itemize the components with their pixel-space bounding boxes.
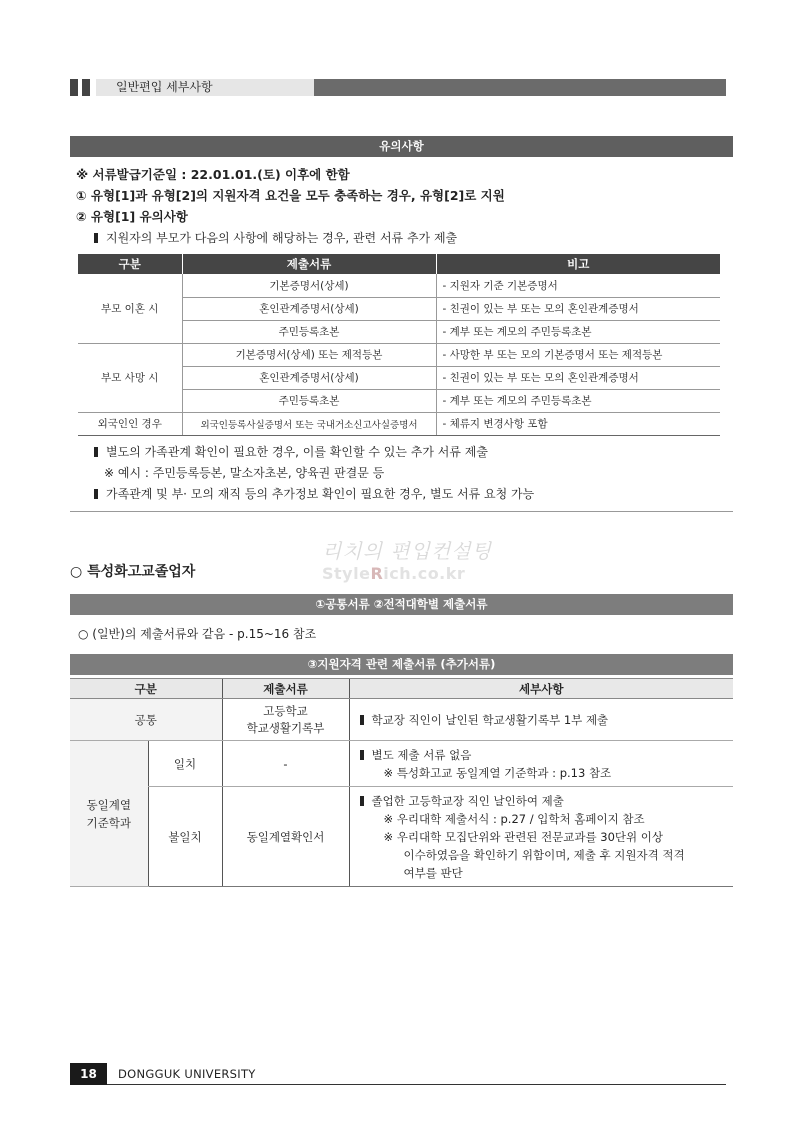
header-label: 일반편입 세부사항 xyxy=(96,79,314,96)
bullet-icon xyxy=(360,796,364,806)
doc-cell: 동일계열확인서 xyxy=(222,787,349,887)
desc-line xyxy=(360,746,734,764)
bullet-icon xyxy=(360,750,364,760)
desc-line xyxy=(360,792,734,810)
doc-cell: 혼인관계증명서(상세) xyxy=(182,366,436,389)
category-text: 기준학과 xyxy=(86,815,131,830)
note-cell: - 계부 또는 계모의 주민등록초본 xyxy=(436,389,720,412)
notice-line-3: ② 유형[1] 유의사항 xyxy=(76,209,188,224)
table-row xyxy=(70,787,733,887)
note-cell: - 계부 또는 계모의 주민등록초본 xyxy=(436,320,720,343)
notice-line-1: ※ 서류발급기준일 : 22.01.01.(토) 이후에 한함 xyxy=(76,167,350,182)
col-header: 세부사항 xyxy=(349,679,733,699)
note-cell: - 체류지 변경사항 포함 xyxy=(436,412,720,435)
doc-text: 학교생활기록부 xyxy=(246,720,325,735)
after-line-1 xyxy=(94,443,488,461)
doc-cell: - xyxy=(222,741,349,787)
after-line-3-text: 가족관계 및 부· 모의 재직 등의 추가정보 확인이 필요한 경우, 별도 서류 요청 가능 xyxy=(106,487,535,501)
desc-line: ※ 특성화고교 동일계열 기준학과 : p.13 참조 xyxy=(383,765,612,780)
page-footer xyxy=(70,1063,726,1085)
col-header: 비고 xyxy=(436,254,720,274)
col-header: 구분 xyxy=(70,679,222,699)
desc-cell xyxy=(349,741,733,787)
desc-text: 졸업한 고등학교장 직인 날인하여 제출 xyxy=(371,793,564,808)
notice-line-2: ① 유형[1]과 유형[2]의 지원자격 요건을 모두 충족하는 경우, 유형[2]로 지원 xyxy=(76,188,505,203)
desc-line: 이수하였음을 확인하기 위함이며, 제출 후 지원자격 적격 xyxy=(403,847,685,862)
category-cell xyxy=(70,741,148,887)
doc-cell: 기본증명서(상세) xyxy=(182,274,436,297)
doc-cell xyxy=(222,699,349,741)
watermark-url xyxy=(322,564,465,583)
section-ref: ○ (일반)의 제출서류와 같음 - p.15~16 참조 xyxy=(78,627,317,641)
desc-line: 여부를 판단 xyxy=(403,865,463,880)
doc-cell: 혼인관계증명서(상세) xyxy=(182,297,436,320)
notice-line-4-text: 지원자의 부모가 다음의 사항에 해당하는 경우, 관련 서류 추가 제출 xyxy=(106,231,458,245)
col-header: 제출서류 xyxy=(222,679,349,699)
desc-line: ※ 우리대학 제출서식 : p.27 / 입학처 홈페이지 참조 xyxy=(383,811,645,826)
watermark-url-part: ich.co.kr xyxy=(383,564,466,583)
university-name: DONGGUK UNIVERSITY xyxy=(118,1067,256,1081)
note-cell: - 사망한 부 또는 모의 기본증명서 또는 제적등본 xyxy=(436,343,720,366)
note-cell: - 지원자 기준 기본증명서 xyxy=(436,274,720,297)
note-cell: - 친권이 있는 부 또는 모의 혼인관계증명서 xyxy=(436,297,720,320)
bullet-icon xyxy=(94,489,98,499)
header-block-mark xyxy=(82,79,90,96)
extra-docs-table xyxy=(70,678,733,887)
watermark-text: 리치의 편입컨설팅 xyxy=(322,539,492,563)
watermark-url-part: Style xyxy=(322,564,371,583)
col-header: 구분 xyxy=(78,254,182,274)
section-title: ○ 특성화고교졸업자 xyxy=(70,564,196,580)
page-number: 18 xyxy=(70,1063,107,1085)
doc-cell: 외국인등록사실증명서 또는 국내거소신고사실증명서 xyxy=(182,412,436,435)
table-row xyxy=(78,412,720,435)
desc-text: 별도 제출 서류 없음 xyxy=(371,747,472,762)
watermark-url-part: R xyxy=(370,564,384,583)
table-row xyxy=(78,274,720,297)
bullet-icon xyxy=(94,447,98,457)
section-bar-1: ①공통서류 ②전적대학별 제출서류 xyxy=(70,594,733,615)
table-row xyxy=(70,741,733,787)
after-line-3 xyxy=(94,485,534,503)
table-row xyxy=(78,343,720,366)
parent-docs-table xyxy=(78,254,720,436)
category-cell: 부모 사망 시 xyxy=(78,343,182,412)
subcategory-cell: 불일치 xyxy=(148,787,222,887)
desc-text: 학교장 직인이 날인된 학교생활기록부 1부 제출 xyxy=(371,712,609,727)
bullet-icon xyxy=(360,715,364,725)
category-text: 동일계열 xyxy=(86,797,131,812)
section-divider xyxy=(70,511,733,512)
desc-cell xyxy=(349,787,733,887)
header-block-mark xyxy=(70,79,78,96)
notice-line-4 xyxy=(94,229,457,247)
header-bar xyxy=(314,79,726,96)
page-header xyxy=(70,79,726,96)
note-cell: - 친권이 있는 부 또는 모의 혼인관계증명서 xyxy=(436,366,720,389)
category-cell: 공통 xyxy=(70,699,222,741)
notice-title: 유의사항 xyxy=(70,136,733,157)
doc-text: 고등학교 xyxy=(263,703,308,718)
after-line-2: ※ 예시 : 주민등록등본, 말소자초본, 양육권 판결문 등 xyxy=(104,466,385,480)
doc-cell: 주민등록초본 xyxy=(182,320,436,343)
category-cell: 외국인인 경우 xyxy=(78,412,182,435)
subcategory-cell: 일치 xyxy=(148,741,222,787)
table-row xyxy=(70,699,733,741)
desc-line: ※ 우리대학 모집단위와 관련된 전문교과를 30단위 이상 xyxy=(383,829,663,844)
doc-cell: 주민등록초본 xyxy=(182,389,436,412)
after-line-1-text: 별도의 가족관계 확인이 필요한 경우, 이를 확인할 수 있는 추가 서류 제출 xyxy=(106,445,488,459)
col-header: 제출서류 xyxy=(182,254,436,274)
section-bar-2: ③지원자격 관련 제출서류 (추가서류) xyxy=(70,654,733,675)
bullet-icon xyxy=(94,233,98,243)
doc-cell: 기본증명서(상세) 또는 제적등본 xyxy=(182,343,436,366)
desc-cell xyxy=(349,699,733,741)
category-cell: 부모 이혼 시 xyxy=(78,274,182,343)
